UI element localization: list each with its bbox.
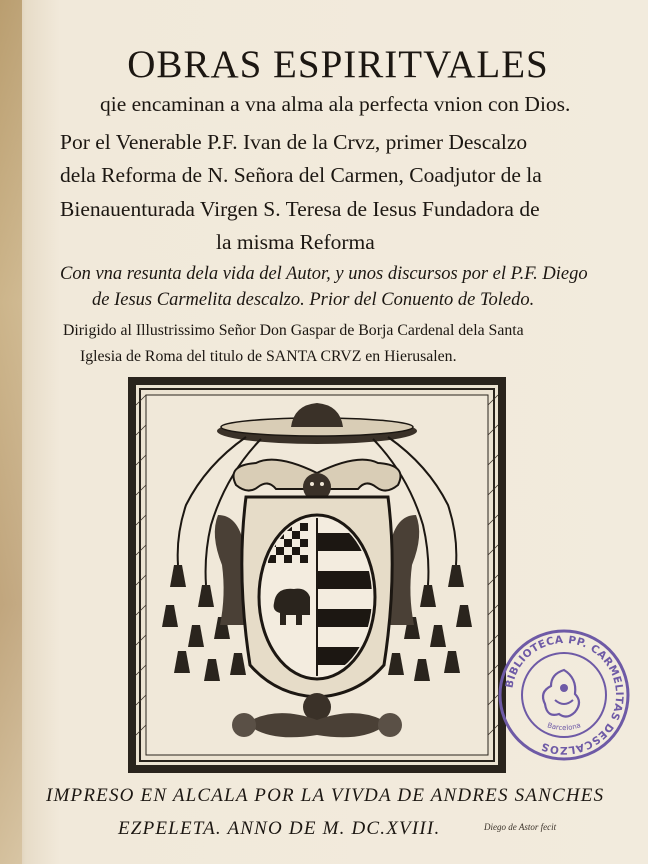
svg-text:Barcelona <box>546 721 581 732</box>
author-note-line-2: de Iesus Carmelita descalzo. Prior del Conuento de Toledo. <box>92 290 535 310</box>
stamp-city: Barcelona <box>546 721 582 733</box>
book-title: OBRAS ESPIRITVALES <box>127 43 549 86</box>
subtitle-line-5: la misma Reforma <box>216 230 375 254</box>
dedication-line-2: Iglesia de Roma del titulo de SANTA CRVZ en Hierusalen. <box>80 348 457 365</box>
library-seal-icon <box>497 628 631 762</box>
stamp-text: BIBLIOTECA PP. CARMELITAS DESCALZOS <box>503 633 626 757</box>
library-stamp <box>497 628 631 762</box>
subtitle-line-4: Bienauenturada Virgen S. Teresa de Iesus Fundadora de <box>60 197 540 221</box>
spine-edge <box>0 0 22 864</box>
subtitle-line-3: dela Reforma de N. Señora del Carmen, Coadjutor de la <box>60 163 542 187</box>
engraver-signature: Diego de Astor fecit <box>484 822 557 832</box>
subtitle-line-2: Por el Venerable P.F. Ivan de la Crvz, primer Descalzo <box>60 130 528 154</box>
author-note-line-1: Con vna resunta dela vida del Autor, y unos discursos por el P.F. Diego <box>60 264 588 284</box>
coat-of-arms-engraving <box>126 375 508 775</box>
dedication-line-1: Dirigido al Illustrissimo Señor Don Gaspar de Borja Cardenal dela Santa <box>63 322 524 339</box>
cardinal-coat-of-arms-icon <box>126 375 508 775</box>
imprint-line-2: EZPELETA. ANNO DE M. DC.XVIII. <box>118 818 441 839</box>
imprint-line-1: IMPRESO EN ALCALA POR LA VIVDA DE ANDRES SANCHES <box>46 785 605 806</box>
subtitle-line-1: qie encaminan a vna alma ala perfecta vnion con Dios. <box>100 92 571 116</box>
